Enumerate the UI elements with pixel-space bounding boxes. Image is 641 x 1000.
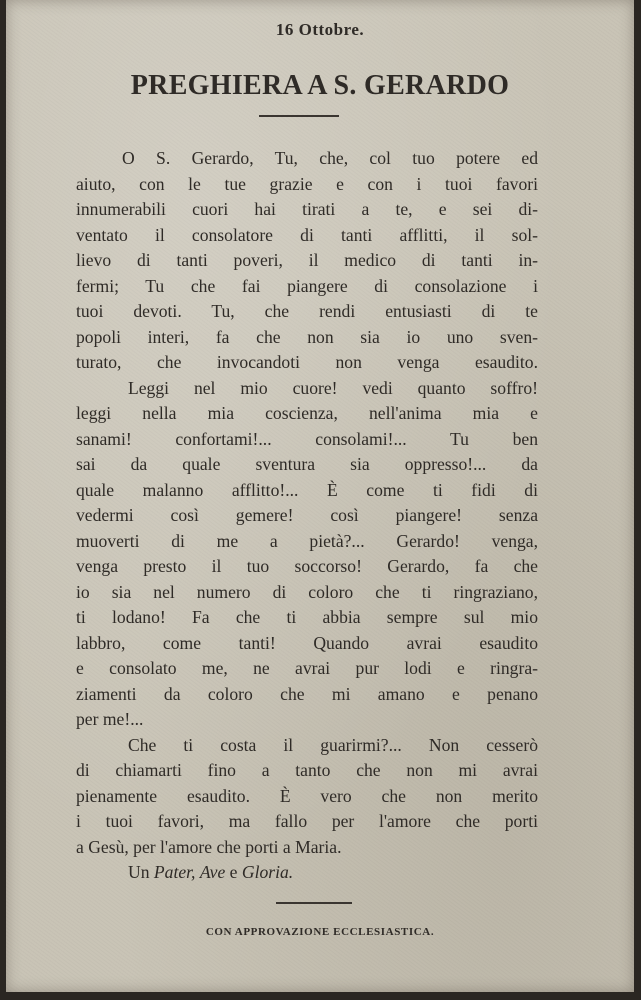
prayer-line: sanami! confortami!... consolami!... Tu ben bbox=[76, 428, 538, 449]
closing-prefix: Un bbox=[128, 862, 154, 882]
prayer-line: venga presto il tuo soccorso! Gerardo, fa che bbox=[76, 556, 538, 576]
prayer-line: muoverti di me a pietà?... Gerardo! venga, bbox=[76, 530, 538, 551]
prayer-line: Leggi nel mio cuore! vedi quanto soffro! bbox=[128, 377, 538, 398]
closing-ave: Ave bbox=[199, 862, 226, 882]
closing-line bbox=[76, 860, 538, 886]
prayer-line: ventato il consolatore di tanti afflitti, il sol- bbox=[76, 224, 538, 245]
prayer-line: aiuto, con le tue grazie e con i tuoi favori bbox=[76, 173, 538, 194]
prayer-line: e consolato me, ne avrai pur lodi e ringra- bbox=[76, 658, 538, 678]
prayer-line: fermi; Tu che fai piangere di consolazione i bbox=[76, 275, 538, 296]
prayer-line: leggi nella mia coscienza, nell'anima mia e bbox=[76, 403, 538, 423]
prayer-line: lievo di tanti poveri, il medico di tanti in- bbox=[76, 250, 538, 270]
prayer-line: di chiamarti fino a tanto che non mi avrai bbox=[76, 760, 538, 780]
prayer-line: O S. Gerardo, Tu, che, col tuo potere ed bbox=[122, 148, 538, 168]
prayer-line: innumerabili cuori hai tirati a te, e sei di- bbox=[76, 199, 538, 219]
prayer-card bbox=[6, 0, 634, 992]
prayer-line: Che ti costa il guarirmi?... Non cesserò bbox=[128, 734, 538, 755]
prayer-line: io sia nel numero di coloro che ti ringraziano, bbox=[76, 581, 538, 602]
prayer-line: labbro, come tanti! Quando avrai esaudito bbox=[76, 632, 538, 653]
prayer-line: ziamenti da coloro che mi amano e penano bbox=[76, 683, 538, 704]
closing-gloria: Gloria. bbox=[241, 862, 294, 882]
footer-divider bbox=[276, 902, 352, 904]
closing-conj: e bbox=[225, 862, 242, 882]
prayer-line: vedermi così gemere! così piangere! senza bbox=[76, 505, 538, 525]
title-divider bbox=[259, 115, 339, 117]
approval-note: CON APPROVAZIONE ECCLESIASTICA. bbox=[205, 926, 435, 938]
prayer-line: a Gesù, per l'amore che porti a Maria. bbox=[76, 836, 342, 857]
prayer-line: quale malanno afflitto!... È come ti fidi di bbox=[76, 479, 538, 500]
prayer-line: per me!... bbox=[76, 709, 144, 729]
prayer-text bbox=[76, 146, 538, 886]
prayer-line: pienamente esaudito. È vero che non merito bbox=[76, 785, 538, 806]
page-title: PREGHIERA A S. GERARDO bbox=[130, 70, 510, 101]
prayer-line: ti lodano! Fa che ti abbia sempre sul mio bbox=[76, 607, 538, 627]
closing-pater: Pater, bbox=[153, 862, 196, 882]
prayer-line: turato, che invocandoti non venga esaudito. bbox=[76, 352, 538, 372]
date-heading: 16 Ottobre. bbox=[275, 20, 365, 39]
prayer-line: tuoi devoti. Tu, che rendi entusiasti di te bbox=[76, 301, 538, 321]
prayer-line: i tuoi favori, ma fallo per l'amore che porti bbox=[76, 811, 538, 831]
prayer-line: popoli interi, fa che non sia io uno sven- bbox=[76, 326, 538, 347]
prayer-line: sai da quale sventura sia oppresso!... da bbox=[76, 454, 538, 474]
